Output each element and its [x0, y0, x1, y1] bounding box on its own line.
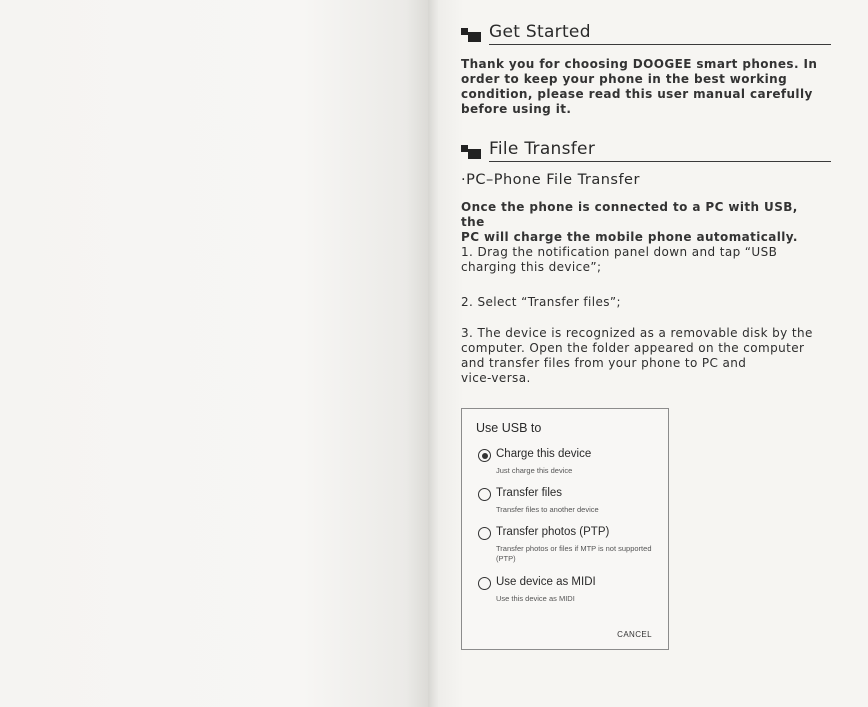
radio-unselected-icon[interactable] — [478, 527, 491, 540]
pc-phone-subheading: ·PC–Phone File Transfer — [461, 172, 640, 188]
option-description: Transfer files to another device — [496, 505, 599, 514]
file-transfer-intro: Once the phone is connected to a PC with USB, the PC will charge the mobile phone automatically. — [461, 200, 798, 244]
option-description: Transfer photos or files if MTP is not supported (PTP) — [496, 544, 652, 563]
option-label: Transfer photos (PTP) — [496, 526, 610, 538]
file-transfer-heading — [461, 139, 831, 163]
left-page — [0, 0, 432, 707]
cancel-button[interactable]: CANCEL — [617, 630, 652, 639]
option-label: Use device as MIDI — [496, 576, 596, 588]
radio-selected-icon[interactable] — [478, 449, 491, 462]
file-transfer-title: File Transfer — [489, 139, 596, 159]
use-usb-dialog — [461, 408, 669, 650]
heading-underline — [489, 161, 831, 162]
step-1: 1. Drag the notification panel down and tap “USB charging this device”; — [461, 245, 778, 274]
radio-unselected-icon[interactable] — [478, 488, 491, 501]
get-started-title: Get Started — [489, 22, 591, 42]
radio-unselected-icon[interactable] — [478, 577, 491, 590]
option-label: Charge this device — [496, 448, 592, 460]
get-started-body: Thank you for choosing DOOGEE smart phones. In order to keep your phone in the best working condition, please read this user manual carefully before using it. — [461, 57, 818, 116]
dialog-title: Use USB to — [476, 421, 542, 435]
section-bullet-icon — [461, 145, 481, 159]
option-label: Transfer files — [496, 487, 563, 499]
option-description: Use this device as MIDI — [496, 594, 575, 603]
get-started-heading — [461, 22, 831, 46]
section-bullet-icon — [461, 28, 481, 42]
option-description: Just charge this device — [496, 466, 573, 475]
step-3: 3. The device is recognized as a removable disk by the computer. Open the folder appeared on the computer and transfer files from your phone to PC and vice-versa. — [461, 326, 813, 385]
heading-underline — [489, 44, 831, 45]
step-2: 2. Select “Transfer files”; — [461, 295, 621, 309]
